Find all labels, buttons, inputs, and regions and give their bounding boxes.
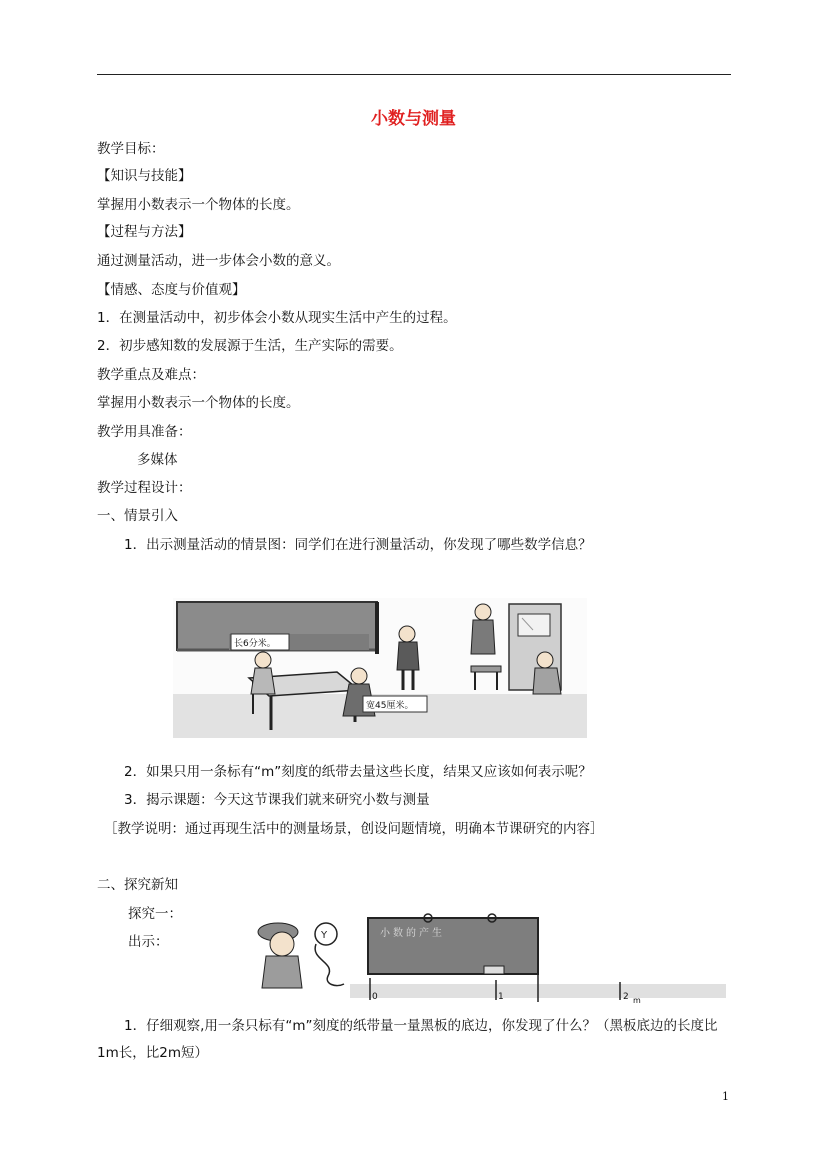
tick-2: 2 bbox=[623, 992, 629, 1002]
board-length-label: 长6分米。 bbox=[234, 639, 276, 649]
text-line: ［教学说明：通过再现生活中的测量场景，创设问题情境，明确本节课研究的内容］ bbox=[104, 821, 604, 837]
text-line: 掌握用小数表示一个物体的长度。 bbox=[97, 197, 300, 213]
board-heading: 小数的产生 bbox=[380, 928, 445, 939]
text-paragraph: 1．仔细观察,用一条只标有“m”刻度的纸带量一量黑板的底边，你发现了什么？（黑板底边的长度比1m长，比2m短） bbox=[97, 1018, 718, 1061]
text-line: 教学过程设计： bbox=[97, 480, 192, 496]
text-line: 1．出示测量活动的情景图：同学们在进行测量活动，你发现了哪些数学信息？ bbox=[124, 537, 592, 553]
text-line: 【情感、态度与价值观】 bbox=[97, 282, 246, 298]
text-line: 通过测量活动，进一步体会小数的意义。 bbox=[97, 253, 340, 269]
tick-unit: m bbox=[633, 996, 641, 1005]
text-line: 3．揭示课题：今天这节课我们就来研究小数与测量 bbox=[124, 792, 430, 808]
blackboard-measure-illustration bbox=[240, 910, 730, 1006]
text-line: 教学目标： bbox=[97, 141, 165, 157]
page-title: 小数与测量 bbox=[371, 109, 456, 129]
text-line: 【知识与技能】 bbox=[97, 168, 192, 184]
text-line: 教学重点及难点： bbox=[97, 367, 205, 383]
text-line: 【过程与方法】 bbox=[97, 224, 192, 240]
text-line: 出示： bbox=[128, 934, 169, 950]
text-line: 探究一： bbox=[128, 906, 182, 922]
text-line: 2．初步感知数的发展源于生活，生产实际的需要。 bbox=[97, 338, 403, 354]
header-rule bbox=[97, 74, 731, 75]
text-line: 1．在测量活动中，初步体会小数从现实生活中产生的过程。 bbox=[97, 310, 457, 326]
tick-0: 0 bbox=[372, 992, 378, 1002]
table-width-label: 宽45厘米。 bbox=[366, 701, 414, 711]
text-line: 掌握用小数表示一个物体的长度。 bbox=[97, 395, 300, 411]
tape-letter: Y bbox=[321, 930, 328, 941]
text-line: 多媒体 bbox=[137, 452, 178, 468]
measuring-scene-illustration bbox=[173, 598, 587, 738]
page-number: 1 bbox=[722, 1090, 729, 1103]
text-line: 教学用具准备： bbox=[97, 424, 192, 440]
text-line: 一、情景引入 bbox=[97, 508, 178, 524]
text-line: 二、探究新知 bbox=[97, 877, 178, 893]
text-line: 2．如果只用一条标有“m”刻度的纸带去量这些长度，结果又应该如何表示呢？ bbox=[124, 764, 592, 780]
tick-1: 1 bbox=[498, 992, 504, 1002]
